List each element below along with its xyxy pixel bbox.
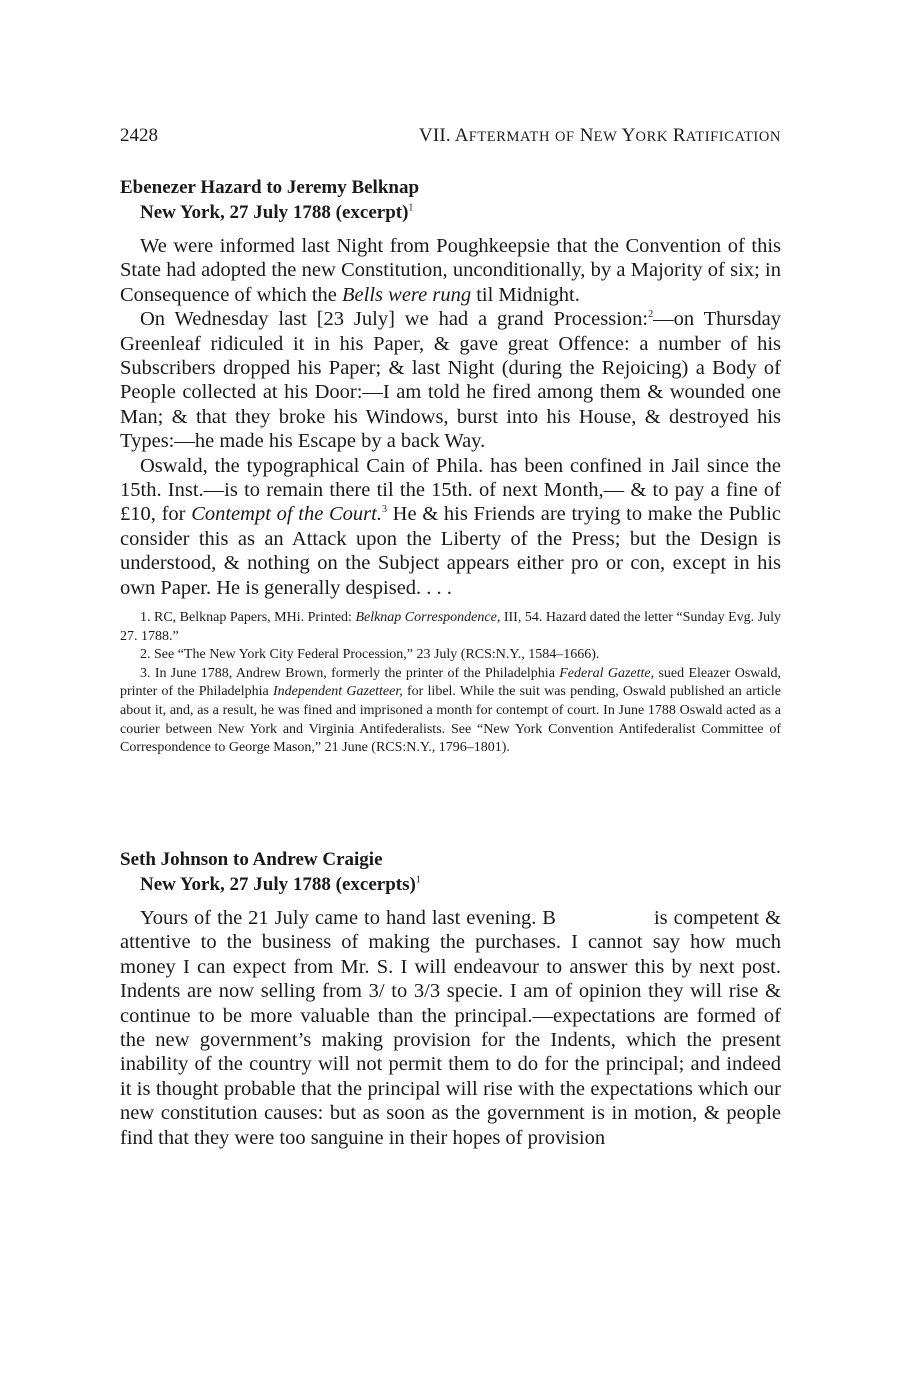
letter-heading-place-date-text: New York, 27 July 1788 (excerpt) bbox=[140, 202, 409, 223]
footnotes bbox=[120, 609, 781, 758]
letter-heading-correspondents: Seth Johnson to Andrew Craigie bbox=[120, 849, 383, 870]
running-head-word-rest: EW bbox=[593, 129, 618, 145]
footnote-ref: 3 bbox=[381, 504, 387, 516]
letter-body bbox=[120, 906, 781, 1150]
footnote-text: III, 54. Hazard dated the letter “Sunday Evg. July 27. 1788.” bbox=[120, 610, 782, 644]
letter-paragraph bbox=[120, 234, 781, 307]
paragraph-text: —on Thursday Greenleaf ridiculed it in his Paper, & gave great Offence: a number of his Subscribers dropped his Paper; & last Night (during the Rejoicing) a Body of People collected at his Door:—I am told he fired among them & wounded one Man; & that they broke his Windows, burst into his House, & destroyed his Types:—he made his Escape by a back Way. bbox=[120, 308, 782, 453]
running-head-word-rest: ORK bbox=[635, 129, 668, 145]
running-head-word-rest: OF bbox=[554, 129, 575, 145]
footnote bbox=[120, 609, 781, 646]
paragraph-text: He & his Friends are trying to make the Public consider this as an Attack upon the Liberty of the Press; but the Design is understood, & nothing on the Subject appears either pro or con, except in his own Paper. He is generally despised. . . . bbox=[120, 503, 781, 599]
letter-heading bbox=[120, 847, 781, 897]
running-head-word-cap: Y bbox=[621, 125, 636, 146]
letter-paragraph bbox=[120, 454, 781, 600]
running-head-word-rest: FTERMATH bbox=[468, 129, 551, 145]
paragraph-text: Yours of the 21 July came to hand last evening. B bbox=[140, 907, 556, 929]
letter-body bbox=[120, 234, 781, 600]
paragraph-text: Oswald, the typographical Cain of Phila. has been confined in Jail since the 15th. Inst.—is to remain there til the 15th. of next Month,— & to pay a fine of £10, for bbox=[120, 454, 781, 526]
footnote-ref: 1 bbox=[408, 202, 414, 214]
running-head-word-cap: R bbox=[672, 125, 686, 146]
page-number: 2428 bbox=[120, 125, 158, 146]
letter-paragraph bbox=[120, 906, 781, 1150]
running-head-roman: VII. bbox=[418, 125, 451, 146]
running-head-word-cap: N bbox=[579, 125, 594, 146]
footnote-ref: 1 bbox=[415, 874, 421, 886]
letter-heading-place-date bbox=[120, 200, 781, 225]
running-head-word-cap: A bbox=[454, 125, 469, 146]
footnote-text: for libel. While the suit was pending, Oswald published an article about it, and, as a result, he was fined and imprisoned a month for contempt of court. In June 1788 Oswald acted as a courier between New York and Virginia Antifederalists. See “New York Convention Antifederalist Committee of Correspondence to George Mason,” 21 June (RCS:N.Y., 1796–1801). bbox=[120, 684, 781, 756]
running-head-title bbox=[419, 124, 781, 149]
running-head bbox=[120, 124, 781, 148]
italic-text: Contempt of the Court. bbox=[191, 503, 382, 526]
footnote-text: 3. In June 1788, Andrew Brown, formerly the printer of the Philadelphia bbox=[140, 665, 560, 681]
letter-heading-place-date bbox=[120, 872, 781, 897]
paragraph-text: On Wednesday last [23 July] we had a grand Procession: bbox=[140, 308, 649, 331]
paragraph-text: til Midnight. bbox=[471, 283, 580, 306]
running-head-word-rest: ATIFICATION bbox=[685, 129, 781, 145]
italic-text: Belknap Correspondence, bbox=[355, 610, 501, 626]
paragraph-text: We were informed last Night from Poughkeepsie that the Convention of this State had adopted the new Constitution, unconditionally, by a Majority of six; in Consequence of which the bbox=[120, 235, 781, 306]
letter-paragraph bbox=[120, 307, 781, 453]
footnote-text: 1. RC, Belknap Papers, MHi. Printed: bbox=[140, 610, 356, 626]
italic-text: Federal Gazette, bbox=[559, 665, 655, 681]
letter-hazard-to-belknap bbox=[120, 175, 781, 758]
footnote-text: sued Eleazer Oswald, printer of the Philadelphia bbox=[120, 665, 781, 700]
footnote-ref: 2 bbox=[648, 309, 654, 321]
letter-heading-correspondents: Ebenezer Hazard to Jeremy Belknap bbox=[120, 177, 420, 198]
letter-heading bbox=[120, 175, 781, 225]
footnote: 2. See “The New York City Federal Procession,” 23 July (RCS:N.Y., 1584–1666). bbox=[140, 647, 600, 663]
paragraph-text: is competent & attentive to the business of making the purchases. I cannot say how much money I can expect from Mr. S. I will endeavour to answer this by next post. Indents are now selling from 3/ to 3/3 specie. I am of opinion they will rise & continue to be more valuable than the principal.—expectations are formed of the new government’s making provision for the Indents, which the present inability of the country will not permit them to do for the principal; and indeed it is thought probable that the principal will rise with the expectations which our new constitution causes: but as soon as the government is in motion, & people find that they were too sanguine in their hopes of provision bbox=[120, 907, 781, 1149]
footnote bbox=[120, 665, 781, 758]
letter-heading-place-date-text: New York, 27 July 1788 (excerpts) bbox=[140, 874, 416, 895]
italic-text: Bells were rung bbox=[342, 283, 472, 306]
letter-johnson-to-craigie bbox=[120, 847, 781, 1150]
italic-text: Independent Gazetteer, bbox=[272, 684, 403, 700]
